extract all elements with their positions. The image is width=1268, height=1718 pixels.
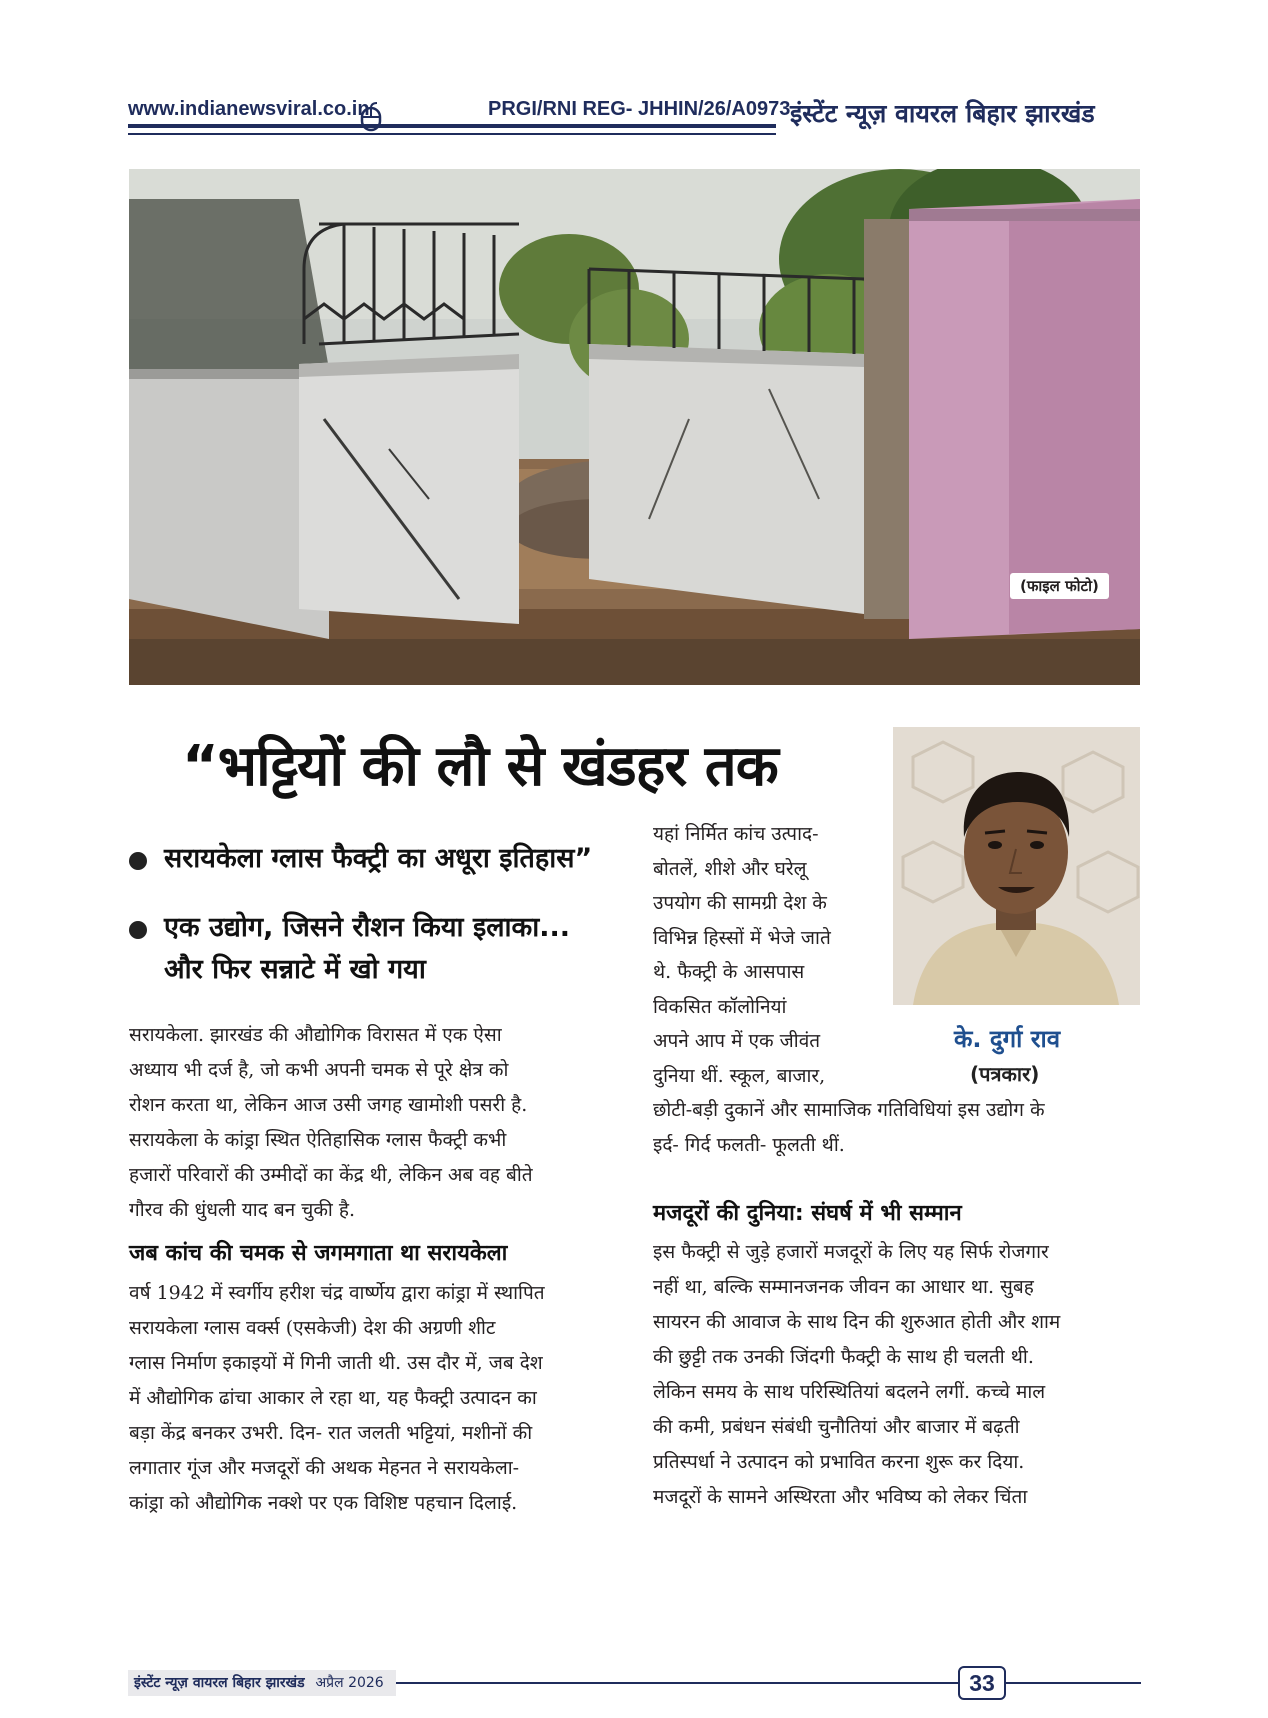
text-line: लेकिन समय के साथ परिस्थितियां बदलने लगीं. कच्चे माल	[653, 1381, 1046, 1403]
text-line: दुनिया थीं. स्कूल, बाजार,	[653, 1064, 826, 1087]
text-line: इर्द- गिर्द फलती- फूलती थीं.	[653, 1134, 845, 1156]
text-line: सरायकेला के कांड्रा स्थित ऐतिहासिक ग्लास फैक्ट्री कभी	[129, 1129, 507, 1151]
text-line: वर्ष 1942 में स्वर्गीय हरीश चंद्र वार्ष्णेय द्वारा कांड्रा में स्थापित	[129, 1282, 545, 1304]
text-line: विकसित कॉलोनियां	[653, 995, 787, 1018]
mouse-icon	[360, 102, 382, 136]
text-line: इस फैक्ट्री से जुड़े हजारों मजदूरों के लिए यह सिर्फ रोजगार	[653, 1241, 1049, 1263]
text-line: यहां निर्मित कांच उत्पाद-	[653, 823, 819, 845]
factory-gate-photo	[129, 169, 1140, 685]
text-line: नहीं था, बल्कि सम्मानजनक जीवन का आधार था. सुबह	[653, 1276, 1034, 1298]
text-line: सरायकेला. झारखंड की औद्योगिक विरासत में एक ऐसा	[129, 1024, 502, 1046]
photo-caption: (फाइल फोटो)	[1010, 573, 1109, 599]
subheading-2: एक उद्योग, जिसने रौशन किया इलाका...	[164, 912, 571, 943]
text-line: सायरन की आवाज के साथ दिन की शुरुआत होती और शाम	[653, 1311, 1061, 1333]
text-line: की कमी, प्रबंधन संबंधी चुनौतियां और बाजार में बढ़ती	[653, 1416, 1020, 1438]
text-line: छोटी-बड़ी दुकानें और सामाजिक गतिविधियां इस उद्योग के	[653, 1099, 1045, 1121]
footer-issue: अप्रैल 2026	[315, 1675, 384, 1691]
registration-number: PRGI/RNI REG- JHHIN/26/A0973	[488, 98, 791, 120]
text-line: हजारों परिवारों की उम्मीदों का केंद्र थी, लेकिन अब वह बीते	[129, 1164, 533, 1186]
footer-publication: इंस्टेंट न्यूज़ वायरल बिहार झारखंड	[134, 1675, 305, 1691]
text-line: की छुट्टी तक उनकी जिंदगी फैक्ट्री के साथ ही चलती थी.	[653, 1346, 1034, 1368]
section2-paragraph	[653, 1235, 1141, 1515]
text-line: सरायकेला ग्लास वर्क्स (एसकेजी) देश की अग्रणी शीट	[129, 1317, 496, 1339]
author-role: (पत्रकार)	[970, 1062, 1040, 1086]
text-line: प्रतिस्पर्धा ने उत्पादन को प्रभावित करना शुरू कर दिया.	[653, 1451, 1025, 1473]
section-heading-1: जब कांच की चमक से जगमगाता था सरायकेला	[129, 1241, 508, 1266]
text-line: अध्याय भी दर्ज है, जो कभी अपनी चमक से पूरे क्षेत्र को	[129, 1059, 509, 1081]
text-line: गौरव की धुंधली याद बन चुकी है.	[129, 1199, 356, 1221]
section1-paragraph	[129, 1276, 612, 1521]
author-name: के. दुर्गा राव	[954, 1025, 1061, 1053]
text-line: विभिन्न हिस्सों में भेजे जाते	[653, 926, 831, 949]
page-number: 33	[958, 1666, 1006, 1700]
footer-rule	[396, 1682, 958, 1684]
footer-rule-right	[1006, 1682, 1141, 1684]
text-line: कांड्रा को औद्योगिक नक्शे पर एक विशिष्ट पहचान दिलाई.	[129, 1492, 518, 1514]
footer-publication-badge	[128, 1670, 396, 1696]
header-rule-thin	[128, 133, 776, 135]
text-line: ग्लास निर्माण इकाइयों में गिनी जाती थी. उस दौर में, जब देश	[129, 1352, 543, 1374]
website-url: www.indianewsviral.co.in	[128, 98, 370, 120]
col2-top-paragraph	[653, 817, 873, 1093]
header-rule	[128, 124, 776, 128]
text-line: बोतलें, शीशे और घरेलू	[653, 857, 807, 880]
text-line: में औद्योगिक ढांचा आकार ले रहा था, यह फैक्ट्री उत्पादन का	[129, 1387, 537, 1409]
intro-paragraph	[129, 1018, 612, 1228]
text-line: रोशन करता था, लेकिन आज उसी जगह खामोशी पसरी है.	[129, 1094, 528, 1116]
text-line: थे. फैक्ट्री के आसपास	[653, 961, 805, 983]
subheading-3: और फिर सन्नाटे में खो गया	[164, 954, 426, 985]
subheading-1: सरायकेला ग्लास फैक्ट्री का अधूरा इतिहास”	[164, 843, 593, 874]
text-line: मजदूरों के सामने अस्थिरता और भविष्य को लेकर चिंता	[653, 1486, 1028, 1508]
bullet-icon	[129, 852, 147, 870]
section-heading-2: मजदूरों की दुनिया: संघर्ष में भी सम्मान	[653, 1201, 962, 1226]
text-line: उपयोग की सामग्री देश के	[653, 892, 827, 914]
bullet-icon	[129, 921, 147, 939]
author-photo	[893, 727, 1140, 1005]
text-line: बड़ा केंद्र बनकर उभरी. दिन- रात जलती भट्टियां, मशीनों की	[129, 1422, 533, 1444]
headline: “भट्टियों की लौ से खंडहर तक	[182, 734, 778, 799]
text-line: अपने आप में एक जीवंत	[653, 1030, 821, 1052]
publication-title: इंस्टेंट न्यूज़ वायरल बिहार झारखंड	[790, 99, 1095, 128]
text-line: लगातार गूंज और मजदूरों की अथक मेहनत ने सरायकेला-	[129, 1457, 520, 1479]
col2-wide-paragraph	[653, 1093, 1141, 1163]
